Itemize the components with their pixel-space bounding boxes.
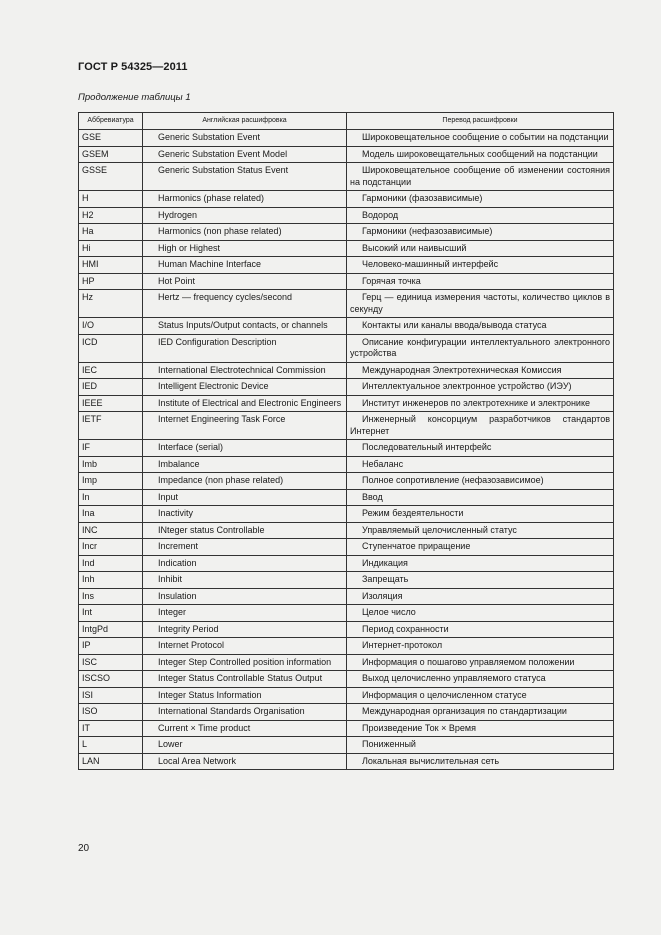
translation-cell: Ввод [347, 489, 614, 506]
english-cell: Harmonics (phase related) [143, 191, 347, 208]
table-row [79, 555, 614, 572]
table-row [79, 163, 614, 191]
english-cell: Internet Protocol [143, 638, 347, 655]
abbreviation-cell: Ha [79, 224, 143, 241]
abbreviation-cell: Ina [79, 506, 143, 523]
column-header-translation: Перевод расшифровки [347, 113, 614, 130]
translation-cell: Произведение Ток × Время [347, 720, 614, 737]
english-cell: Local Area Network [143, 753, 347, 770]
abbreviation-cell: Imb [79, 456, 143, 473]
translation-cell: Информация о целочисленном статусе [347, 687, 614, 704]
translation-cell: Контакты или каналы ввода/вывода статуса [347, 318, 614, 335]
english-cell: INteger status Controllable [143, 522, 347, 539]
table-row [79, 412, 614, 440]
table-header-row [79, 113, 614, 130]
english-cell: Imbalance [143, 456, 347, 473]
translation-cell: Широковещательное сообщение об изменении состояния на подстанции [347, 163, 614, 191]
abbreviation-cell: INC [79, 522, 143, 539]
translation-cell: Описание конфигурации интеллектуального электронного устройства [347, 334, 614, 362]
translation-cell: Интернет-протокол [347, 638, 614, 655]
translation-cell: Локальная вычислительная сеть [347, 753, 614, 770]
table-row [79, 207, 614, 224]
translation-cell: Ступенчатое приращение [347, 539, 614, 556]
table-row [79, 191, 614, 208]
translation-cell: Выход целочисленно управляемого статуса [347, 671, 614, 688]
abbreviation-cell: Inh [79, 572, 143, 589]
table-row [79, 539, 614, 556]
table-row [79, 240, 614, 257]
translation-cell: Инженерный консорциум разработчиков стандартов Интернет [347, 412, 614, 440]
table-row [79, 395, 614, 412]
table-row [79, 473, 614, 490]
abbreviation-cell: ICD [79, 334, 143, 362]
abbreviation-cell: H [79, 191, 143, 208]
document-title: ГОСТ Р 54325—2011 [78, 61, 188, 73]
translation-cell: Международная организация по стандартизации [347, 704, 614, 721]
table-row [79, 588, 614, 605]
english-cell: IED Configuration Description [143, 334, 347, 362]
table-row [79, 290, 614, 318]
english-cell: Integer [143, 605, 347, 622]
translation-cell: Пониженный [347, 737, 614, 754]
table-row [79, 687, 614, 704]
english-cell: Increment [143, 539, 347, 556]
table-row [79, 224, 614, 241]
column-header-abbreviation: Аббревиатура [79, 113, 143, 130]
abbreviation-cell: ISO [79, 704, 143, 721]
table-row [79, 720, 614, 737]
translation-cell: Информация о пошагово управляемом положении [347, 654, 614, 671]
abbreviation-cell: IEEE [79, 395, 143, 412]
table-row [79, 638, 614, 655]
english-cell: Integer Status Information [143, 687, 347, 704]
abbreviation-cell: ISCSO [79, 671, 143, 688]
translation-cell: Интеллектуальное электронное устройство (ИЭУ) [347, 379, 614, 396]
english-cell: Generic Substation Event [143, 130, 347, 147]
column-header-english: Английская расшифровка [143, 113, 347, 130]
english-cell: Status Inputs/Output contacts, or channels [143, 318, 347, 335]
abbreviation-cell: GSSE [79, 163, 143, 191]
english-cell: Generic Substation Status Event [143, 163, 347, 191]
abbreviation-cell: IETF [79, 412, 143, 440]
abbreviation-cell: IP [79, 638, 143, 655]
table-row [79, 506, 614, 523]
abbreviation-table [78, 112, 614, 770]
english-cell: Integer Status Controllable Status Output [143, 671, 347, 688]
table-row [79, 318, 614, 335]
table-row [79, 753, 614, 770]
translation-cell: Запрещать [347, 572, 614, 589]
translation-cell: Горячая точка [347, 273, 614, 290]
translation-cell: Полное сопротивление (нефазозависимое) [347, 473, 614, 490]
table-caption: Продолжение таблицы 1 [78, 92, 191, 103]
english-cell: Inactivity [143, 506, 347, 523]
abbreviation-cell: HP [79, 273, 143, 290]
translation-cell: Высокий или наивысший [347, 240, 614, 257]
translation-cell: Гармоники (нефазозависимые) [347, 224, 614, 241]
translation-cell: Целое число [347, 605, 614, 622]
translation-cell: Управляемый целочисленный статус [347, 522, 614, 539]
english-cell: Harmonics (non phase related) [143, 224, 347, 241]
abbreviation-cell: L [79, 737, 143, 754]
translation-cell: Герц — единица измерения частоты, количество циклов в секунду [347, 290, 614, 318]
translation-cell: Период сохранности [347, 621, 614, 638]
table-row [79, 362, 614, 379]
table-row [79, 273, 614, 290]
table-row [79, 146, 614, 163]
translation-cell: Модель широковещательных сообщений на подстанции [347, 146, 614, 163]
english-cell: Interface (serial) [143, 440, 347, 457]
translation-cell: Изоляция [347, 588, 614, 605]
table-body [79, 130, 614, 770]
english-cell: Hertz — frequency cycles/second [143, 290, 347, 318]
abbreviation-cell: Hz [79, 290, 143, 318]
abbreviation-cell: IED [79, 379, 143, 396]
table-row [79, 257, 614, 274]
translation-cell: Широковещательное сообщение о событии на подстанции [347, 130, 614, 147]
table-row [79, 522, 614, 539]
english-cell: Inhibit [143, 572, 347, 589]
translation-cell: Водород [347, 207, 614, 224]
abbreviation-cell: IF [79, 440, 143, 457]
english-cell: Institute of Electrical and Electronic Engineers [143, 395, 347, 412]
abbreviation-cell: ISC [79, 654, 143, 671]
abbreviation-cell: GSE [79, 130, 143, 147]
translation-cell: Небаланс [347, 456, 614, 473]
english-cell: Hot Point [143, 273, 347, 290]
english-cell: Indication [143, 555, 347, 572]
abbreviation-cell: I/O [79, 318, 143, 335]
abbreviation-cell: GSEM [79, 146, 143, 163]
english-cell: High or Highest [143, 240, 347, 257]
english-cell: Integer Step Controlled position information [143, 654, 347, 671]
translation-cell: Институт инженеров по электротехнике и электронике [347, 395, 614, 412]
translation-cell: Последовательный интерфейс [347, 440, 614, 457]
table-row [79, 572, 614, 589]
abbreviation-cell: Hi [79, 240, 143, 257]
english-cell: Generic Substation Event Model [143, 146, 347, 163]
table-row [79, 671, 614, 688]
abbreviation-cell: IT [79, 720, 143, 737]
table-row [79, 489, 614, 506]
abbreviation-cell: IntgPd [79, 621, 143, 638]
abbreviation-cell: Ind [79, 555, 143, 572]
english-cell: Insulation [143, 588, 347, 605]
table-row [79, 621, 614, 638]
english-cell: International Electrotechnical Commission [143, 362, 347, 379]
translation-cell: Индикация [347, 555, 614, 572]
english-cell: Impedance (non phase related) [143, 473, 347, 490]
english-cell: Current × Time product [143, 720, 347, 737]
table-row [79, 456, 614, 473]
table-row [79, 379, 614, 396]
abbreviation-cell: H2 [79, 207, 143, 224]
abbreviation-cell: ISI [79, 687, 143, 704]
english-cell: International Standards Organisation [143, 704, 347, 721]
english-cell: Human Machine Interface [143, 257, 347, 274]
abbreviation-cell: Int [79, 605, 143, 622]
translation-cell: Международная Электротехническая Комиссия [347, 362, 614, 379]
english-cell: Internet Engineering Task Force [143, 412, 347, 440]
english-cell: Intelligent Electronic Device [143, 379, 347, 396]
page-number: 20 [78, 843, 90, 854]
english-cell: Input [143, 489, 347, 506]
abbreviation-cell: In [79, 489, 143, 506]
translation-cell: Человеко-машинный интерфейс [347, 257, 614, 274]
abbreviation-cell: Ins [79, 588, 143, 605]
table-row [79, 334, 614, 362]
abbreviation-cell: LAN [79, 753, 143, 770]
abbreviation-cell: HMI [79, 257, 143, 274]
english-cell: Lower [143, 737, 347, 754]
english-cell: Integrity Period [143, 621, 347, 638]
table-row [79, 704, 614, 721]
table-row [79, 737, 614, 754]
english-cell: Hydrogen [143, 207, 347, 224]
translation-cell: Режим бездеятельности [347, 506, 614, 523]
abbreviation-cell: Incr [79, 539, 143, 556]
abbreviation-cell: IEC [79, 362, 143, 379]
table-row [79, 605, 614, 622]
table-row [79, 654, 614, 671]
table-row [79, 130, 614, 147]
table-row [79, 440, 614, 457]
abbreviation-cell: Imp [79, 473, 143, 490]
translation-cell: Гармоники (фазозависимые) [347, 191, 614, 208]
